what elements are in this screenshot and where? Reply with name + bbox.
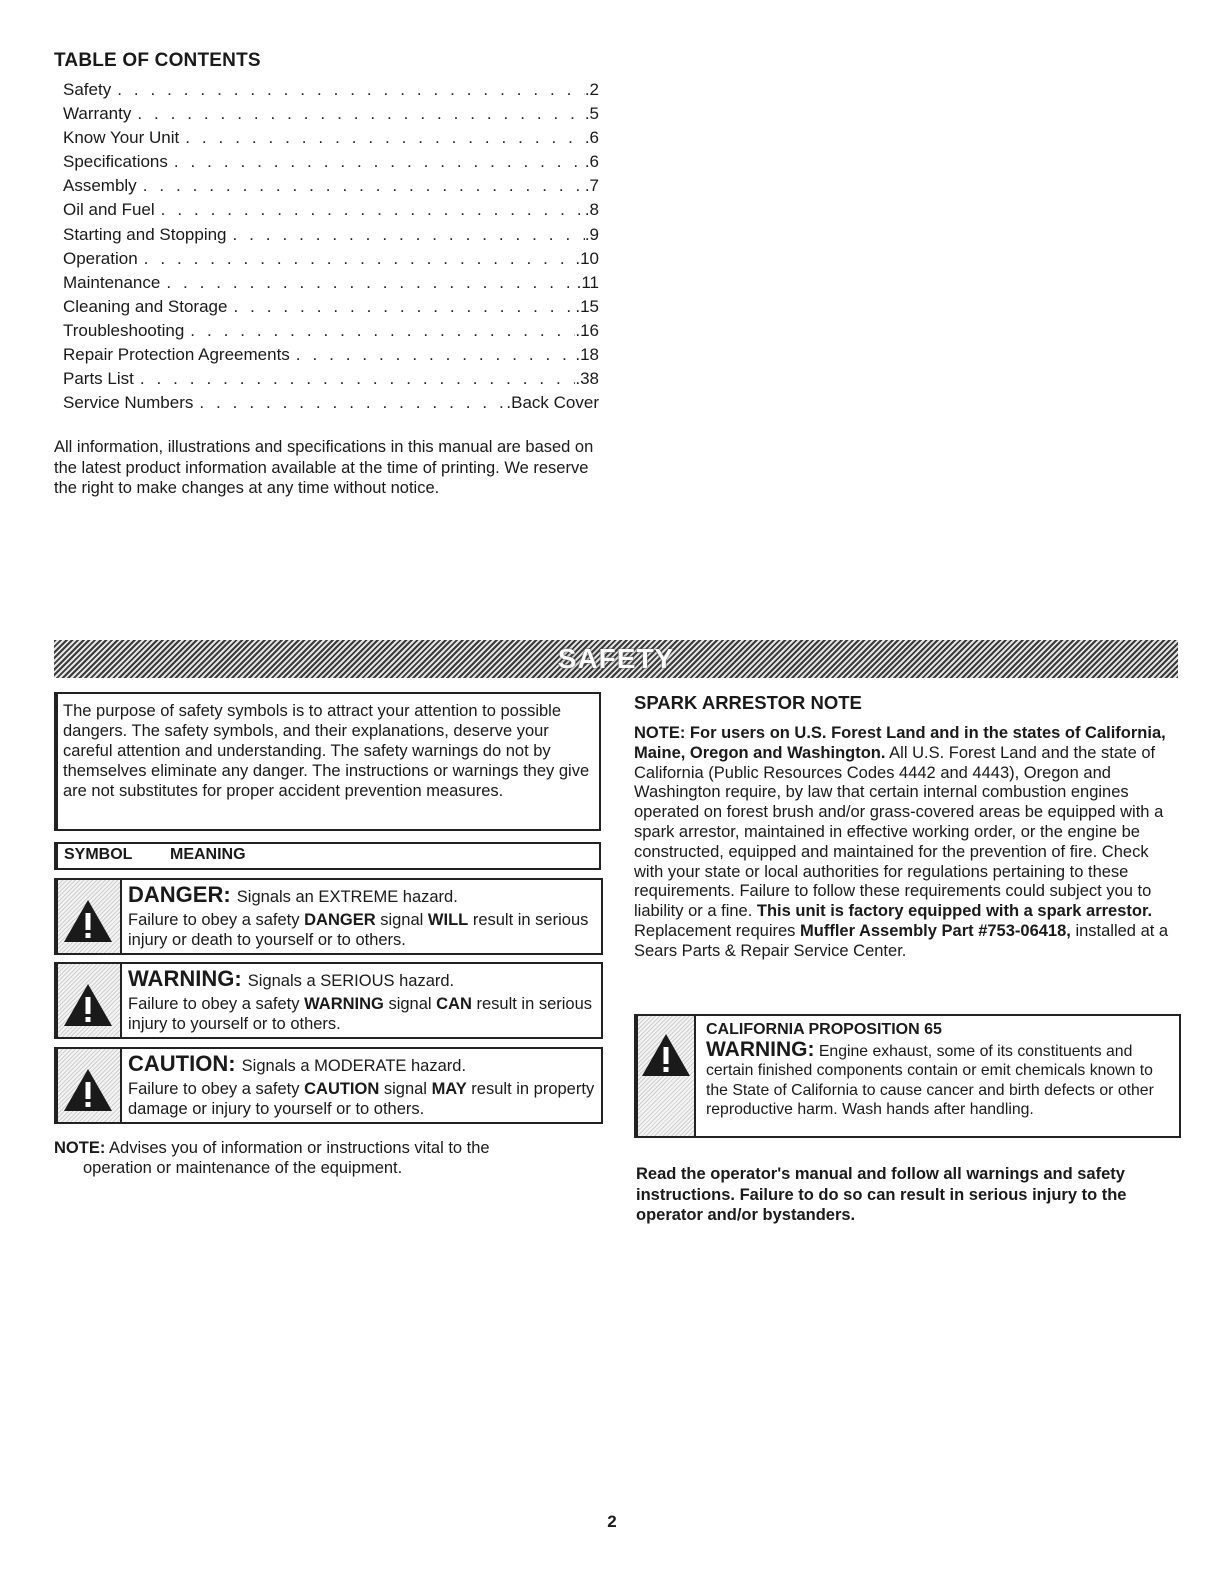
toc-entry[interactable]: Starting and Stopping . . . .9: [63, 225, 599, 249]
toc-entry[interactable]: Oil and Fuel . . . .8: [63, 200, 599, 224]
note-label: NOTE:: [54, 1139, 106, 1157]
danger-symbol-cell: [58, 880, 122, 953]
spark-arrestor-body: NOTE: For users on U.S. Forest Land and in the states of California, Maine, Oregon and Washington. All U.S. Forest Land and the state of California (Public Resources Codes 4442 and 4443), Oregon and Washington require, by law that certain internal combustion engines operated on forest brush and/or grass-covered areas be equipped with a spark arrestor, maintained in effective working order, or the engine be constructed, equipped and maintained for the prevention of fire. Check with your state or local authorities for regulations pertaining to these requirements. Failure to follow these requirements could subject you to liability or a fine. This unit is factory equipped with a spark arrestor. Replacement requires Muffler Assembly Part #753-06418, installed at a Sears Parts & Repair Service Center.: [634, 724, 1169, 960]
caution-word: CAUTION:: [128, 1051, 236, 1076]
warning-triangle-icon: [62, 982, 114, 1028]
prop65-symbol-cell: [638, 1016, 696, 1136]
symbol-column-label: SYMBOL: [64, 846, 133, 863]
table-of-contents: [54, 50, 599, 515]
warning-signal: Signals a SERIOUS hazard.: [247, 972, 455, 990]
danger-box: [54, 878, 603, 955]
toc-entry[interactable]: Repair Protection Agreements . . . .18: [63, 345, 599, 369]
read-manual-note: Read the operator's manual and follow all warnings and safety instructions. Failure to do so can result in serious injury to the operator and/or bystanders.: [636, 1165, 1127, 1224]
caution-signal: Signals a MODERATE hazard.: [241, 1057, 467, 1075]
warning-symbol-cell: [58, 964, 122, 1037]
toc-entry[interactable]: Maintenance . . . .11: [63, 273, 599, 297]
danger-text: DANGER: Signals an EXTREME hazard. Failure to obey a safety DANGER signal WILL result in serious injury or death to yourself or to others.: [128, 882, 589, 949]
prop65-text: CALIFORNIA PROPOSITION 65 WARNING: Engine exhaust, some of its constituents and certain finished components contain or emit chemicals known to the State of California to cause cancer and birth defects or other reproductive harm. Wash hands after handling.: [706, 1020, 1175, 1120]
toc-disclaimer: All information, illustrations and specifications in this manual are based on the latest product information available at the time of printing. We reserve the right to make changes at any time without notice.: [54, 438, 594, 498]
prop65-title: CALIFORNIA PROPOSITION 65: [706, 1021, 942, 1038]
toc-entry[interactable]: Safety . . . .2: [63, 80, 599, 104]
toc-entry[interactable]: Specifications . . . .6: [63, 152, 599, 176]
caution-text: CAUTION: Signals a MODERATE hazard. Failure to obey a safety CAUTION signal MAY result in property damage or injury to yourself or to others.: [128, 1051, 595, 1118]
toc-entry[interactable]: Operation . . . .10: [63, 249, 599, 273]
page-number: 2: [607, 1512, 617, 1531]
toc-list: [54, 80, 599, 417]
toc-entry[interactable]: Warranty . . . .5: [63, 104, 599, 128]
toc-entry[interactable]: Troubleshooting . . . .16: [63, 321, 599, 345]
danger-word: DANGER:: [128, 882, 231, 907]
danger-signal: Signals an EXTREME hazard.: [236, 888, 458, 906]
warning-triangle-icon: [640, 1032, 692, 1078]
toc-title: TABLE OF CONTENTS: [54, 50, 261, 71]
toc-entry[interactable]: Assembly . . . .7: [63, 176, 599, 200]
meaning-column-label: MEANING: [170, 846, 246, 863]
prop65-warning-word: WARNING:: [706, 1037, 815, 1061]
warning-text: WARNING: Signals a SERIOUS hazard. Failure to obey a safety WARNING signal CAN result in serious injury to yourself or to others.: [128, 966, 593, 1033]
caution-symbol-cell: [58, 1049, 122, 1122]
warning-triangle-icon: [62, 898, 114, 944]
warning-triangle-icon: [62, 1067, 114, 1113]
spark-arrestor-title: SPARK ARRESTOR NOTE: [634, 692, 862, 713]
toc-entry[interactable]: Cleaning and Storage . . . .15: [63, 297, 599, 321]
warning-box: [54, 962, 603, 1039]
warning-word: WARNING:: [128, 966, 242, 991]
prop65-box: [634, 1014, 1181, 1138]
toc-entry[interactable]: Know Your Unit . . . .6: [63, 128, 599, 152]
safety-banner-title: SAFETY: [557, 643, 675, 674]
toc-entry[interactable]: Parts List . . . .38: [63, 369, 599, 393]
toc-entry[interactable]: Service Numbers . . . .Back Cover: [63, 393, 599, 417]
safety-intro-box: The purpose of safety symbols is to attract your attention to possible dangers. The safety symbols, and their explanations, deserve your careful attention and understanding. The safety warnings do not by themselves eliminate any danger. The instructions or warnings they give are not substitutes for proper accident prevention measures.: [54, 692, 601, 831]
symbol-meaning-header: [54, 842, 601, 870]
note-paragraph: NOTE: Advises you of information or instructions vital to the operation or maintenance of the equipment.: [54, 1139, 490, 1177]
safety-banner: [54, 640, 1178, 678]
caution-box: [54, 1047, 603, 1124]
